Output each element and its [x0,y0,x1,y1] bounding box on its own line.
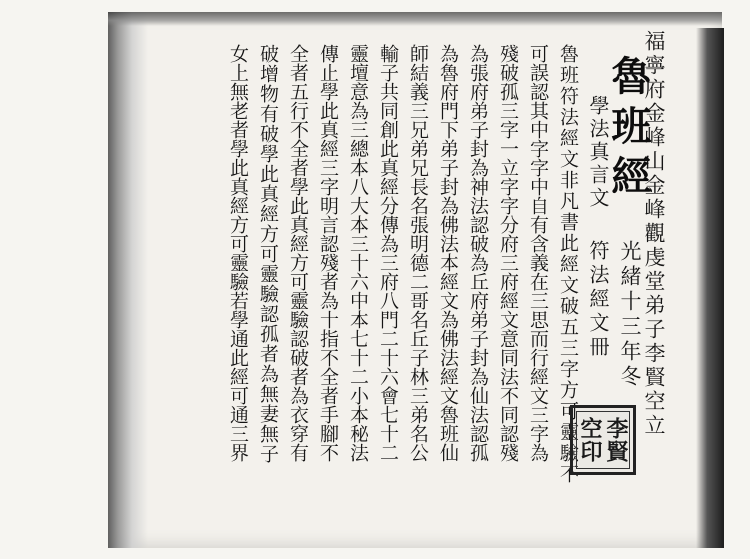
body-column-8: 靈壇意為三總本八大本三十六中本七十二小本秘法 [347,44,369,462]
date-line: 光緒十三年冬 [618,240,642,390]
red-seal-stamp [570,405,636,475]
body-column-7: 輸子共同創此真經分傳為三府八門二十六會七十二 [377,44,399,462]
body-column-6: 師結義三兄弟兄長名張明德二哥名丘子林三弟名公 [407,44,429,462]
body-column-3: 殘破孤三字一立字字分府三府經文意同法不同認殘 [497,44,519,462]
school-line: 學法真言文 [586,95,610,210]
body-column-12: 女上無老者學此真經方可靈驗若學通此經可通三界 [227,44,249,462]
body-column-5: 為魯府門下弟子封為佛法本經文為佛法經文魯班仙 [437,44,459,462]
body-column-10: 全者五行不全者學此真經方可靈驗認破者為衣穿有 [287,44,309,462]
body-column-9: 傳止學此真經三字明言認殘者為十指不全者手腳不 [317,44,339,462]
body-column-4: 為張府弟子封為神法認破為丘府弟子封為仙法認孤 [467,44,489,462]
subtitle-line: 符法經文冊 [586,240,610,360]
seal-text: 李賢空印 [576,411,630,469]
page-top-shadow [108,12,722,26]
page-left-binding-shadow [108,12,148,548]
page-right-shadow [696,28,724,548]
document-title: 魯班經 [605,55,652,205]
body-column-11: 破增物有破學此真經方可靈驗認孤者為無妻無子 [257,44,279,464]
body-column-2: 可誤認其中字字中自有含義在三思而行經文三字為 [527,44,549,462]
body-column-1: 魯班符法經文非凡書此經文破五三字方可靈驗不 [557,44,579,485]
heading-column: 福寧府金峰山金峰觀虔堂弟子李賢空立 [642,30,666,438]
